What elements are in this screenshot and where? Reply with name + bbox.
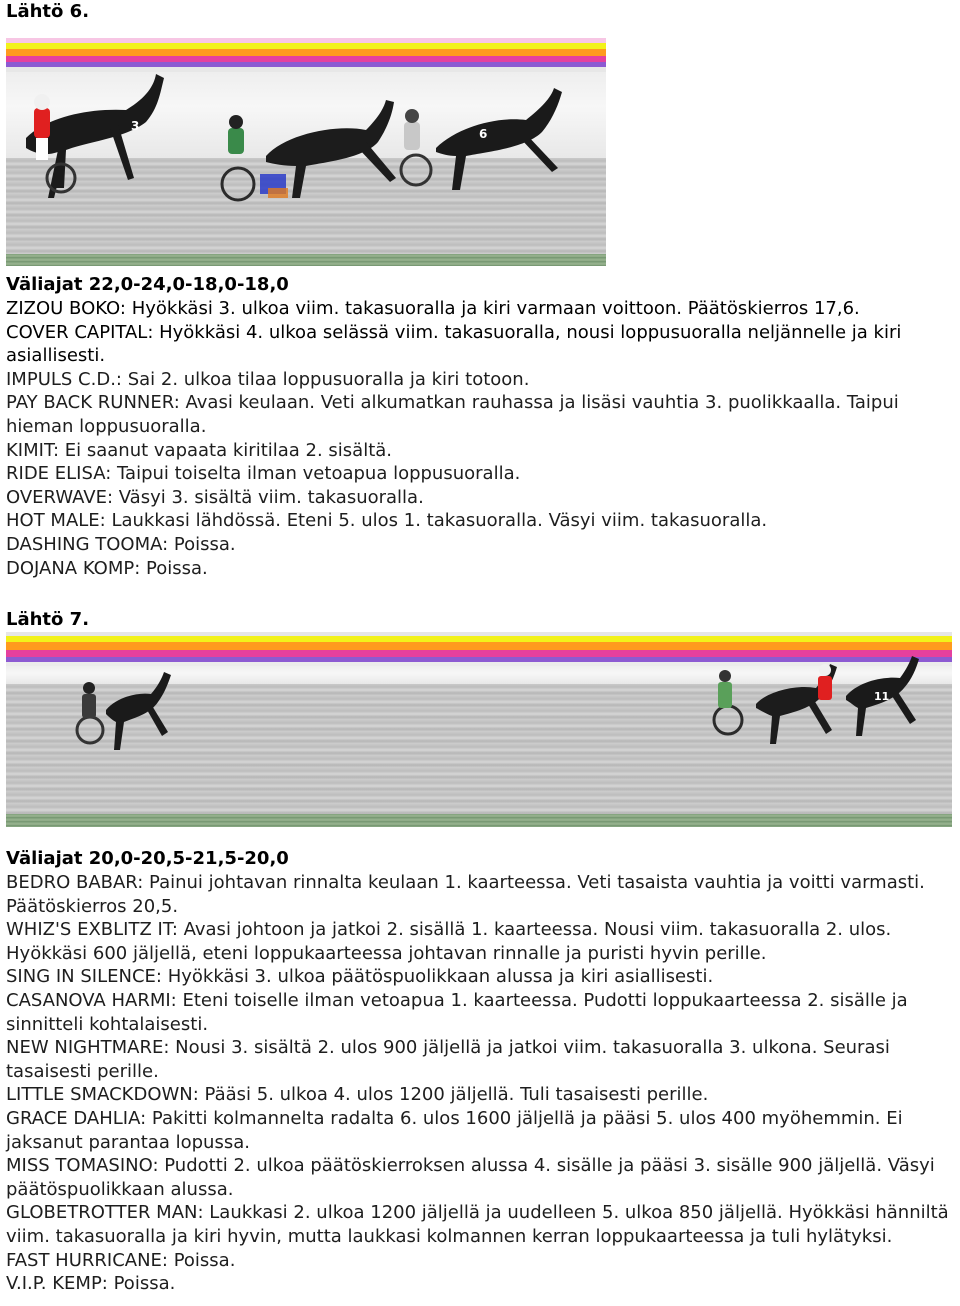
- race-6-splits: Väliajat 22,0-24,0-18,0-18,0: [6, 274, 289, 295]
- race-7-note: CASANOVA HARMI: Eteni toiselle ilman vetoapua 1. kaarteessa. Pudotti loppukaarteessa 2. sisälle ja sinnitteli kohtalaisesti.: [6, 989, 908, 1035]
- race-7-note: LITTLE SMACKDOWN: Pääsi 5. ulkoa 4. ulos 1200 jäljellä. Tuli tasaisesti perille.: [6, 1084, 709, 1106]
- race-6-finish-photo: [6, 38, 606, 266]
- race-6-section: [6, 0, 956, 580]
- race-7-note: V.I.P. KEMP: Poissa.: [6, 1273, 176, 1295]
- race-7-splits: Väliajat 20,0-20,5-21,5-20,0: [6, 848, 289, 869]
- race-6-note: KIMIT: Ei saanut vapaata kiritilaa 2. sisältä.: [6, 439, 393, 461]
- race-6-note: DOJANA KOMP: Poissa.: [6, 557, 208, 579]
- race-7-finish-photo: [6, 632, 952, 827]
- race-7-note: MISS TOMASINO: Pudotti 2. ulkoa päätöskierroksen alussa 4. sisälle ja pääsi 3. sisälle 900 jäljellä. Väsyi päätöspuolikkaan alussa.: [6, 1155, 935, 1200]
- driver-red: [34, 94, 50, 160]
- race-6-note: DASHING TOOMA: Poissa.: [6, 533, 236, 555]
- horse-middle: [714, 664, 837, 744]
- race-6-note: OVERWAVE: Väsyi 3. sisältä viim. takasuoralla.: [6, 486, 424, 508]
- race-6-note: IMPULS C.D.: Sai 2. ulkoa tilaa loppusuoralla ja kiri totoon.: [6, 368, 530, 390]
- race-7-note: BEDRO BABAR: Painui johtavan rinnalta keulaan 1. kaarteessa. Veti tasaista vauhtia ja voitti varmasti. Päätöskierros 20,5.: [6, 872, 925, 917]
- race-7-title: Lähtö 7.: [6, 609, 90, 630]
- horse-right: [401, 88, 562, 190]
- race-7-note: FAST HURRICANE: Poissa.: [6, 1249, 236, 1271]
- race-7-section: [6, 608, 956, 1296]
- race-7-note: WHIZ'S EXBLITZ IT: Avasi johtoon ja jatkoi 2. sisällä 1. kaarteessa. Nousi viim. takasuoralla 2. ulos. Hyökkäsi 600 jäljellä, eteni loppukaarteessa johtavan rinnalle ja puristi hyvin perille.: [6, 919, 892, 964]
- horse-number-3: 3: [131, 119, 140, 133]
- horse-number-6: 6: [479, 127, 488, 141]
- horse-number-11: 11: [874, 690, 890, 703]
- race-7-note: GRACE DAHLIA: Pakitti kolmannelta radalta 6. ulos 1600 jäljellä ja pääsi 5. ulos 400 myöhemmin. Ei jaksanut parantaa lopussa.: [6, 1107, 903, 1153]
- race-6-note: ZIZOU BOKO: Hyökkäsi 3. ulkoa viim. takasuoralla ja kiri varmaan voittoon. Päätöskierros 17,6.: [6, 298, 860, 319]
- race-7-horses: [6, 632, 952, 827]
- race-6-note: COVER CAPITAL: Hyökkäsi 4. ulkoa selässä viim. takasuoralla, nousi loppusuoralla neljännelle ja kiri asiallisesti.: [6, 321, 902, 367]
- race-7-note: NEW NIGHTMARE: Nousi 3. sisältä 2. ulos 900 jäljellä ja jatkoi viim. takasuoralla 3. ulkona. Seurasi tasaisesti perille.: [6, 1037, 890, 1082]
- horse-middle: [222, 100, 396, 200]
- race-6-notes: [6, 297, 956, 580]
- race-6-horses: [6, 38, 606, 266]
- race-6-title: Lähtö 6.: [6, 1, 90, 22]
- race-7-note: SING IN SILENCE: Hyökkäsi 3. ulkoa päätöspuolikkaan alussa ja kiri asiallisesti.: [6, 966, 714, 988]
- race-7-note: GLOBETROTTER MAN: Laukkasi 2. ulkoa 1200 jäljellä ja uudelleen 5. ulkoa 850 jäljellä. Hyökkäsi hänniltä viim. takasuoralla ja kiri hyvin, mutta laukkasi kolmannen kerran loppukaarteessa ja tuli hylätyksi.: [6, 1202, 949, 1247]
- race-6-note: PAY BACK RUNNER: Avasi keulaan. Veti alkumatkan rauhassa ja lisäsi vauhtia 3. puolikkaalla. Taipui hieman loppusuoralla.: [6, 392, 899, 437]
- race-6-note: RIDE ELISA: Taipui toiselta ilman vetoapua loppusuoralla.: [6, 463, 521, 485]
- horse-left: [77, 672, 171, 750]
- race-7-notes: [6, 871, 956, 1296]
- race-6-note: HOT MALE: Laukkasi lähdössä. Eteni 5. ulos 1. takasuoralla. Väsyi viim. takasuoralla.: [6, 510, 768, 532]
